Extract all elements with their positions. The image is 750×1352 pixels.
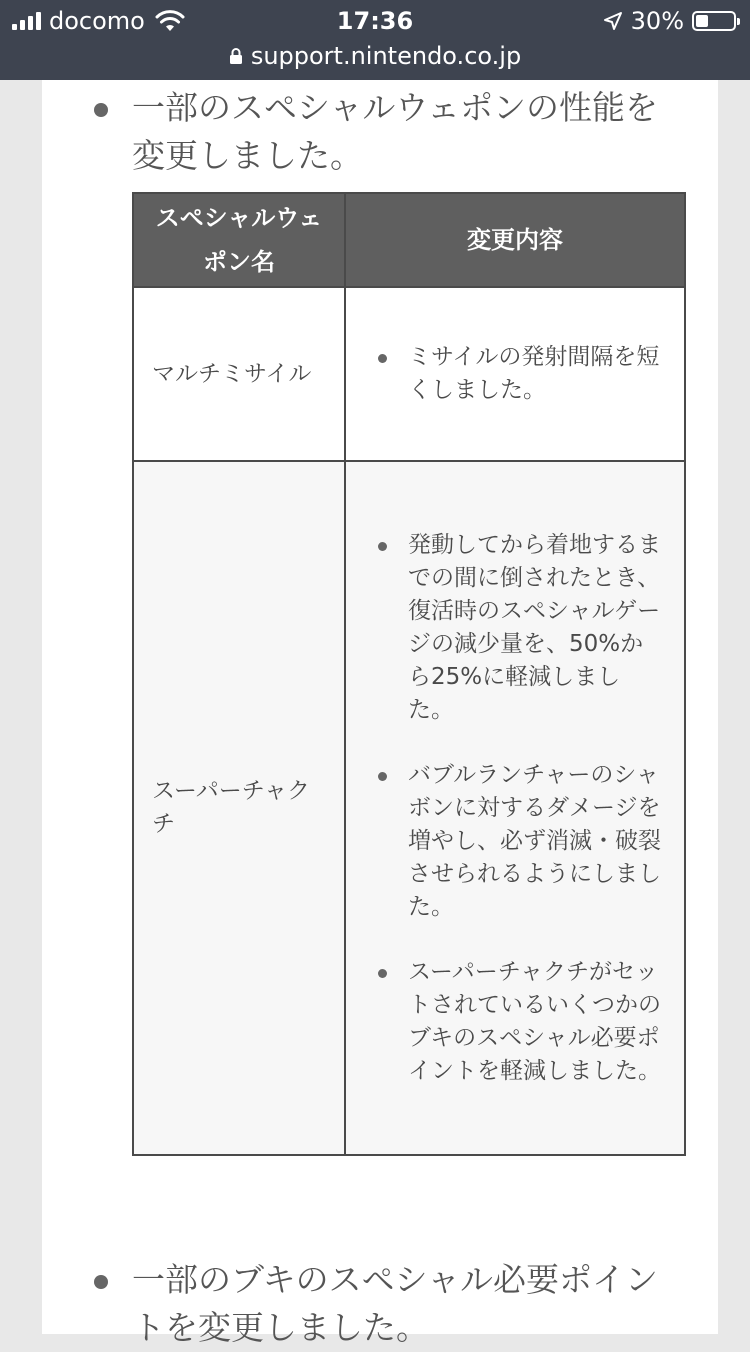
change-item: バブルランチャーのシャボンに対するダメージを増やし、必ず消滅・破裂させられるようにしました。 [378, 759, 662, 924]
battery-percent: 30% [630, 7, 684, 35]
table-row [133, 287, 685, 461]
location-arrow-icon [603, 11, 623, 31]
special-weapon-table [132, 192, 686, 1156]
battery-icon [692, 11, 736, 31]
section-heading: 一部のスペシャルウェポンの性能を変更しました。 [132, 88, 659, 175]
weapon-name-cell: マルチミサイル [133, 287, 345, 461]
address-bar[interactable] [0, 38, 750, 74]
table-row [133, 461, 685, 1155]
clock: 17:36 [336, 7, 414, 35]
lock-icon [229, 47, 243, 65]
change-item: ミサイルの発射間隔を短くしました。 [378, 341, 662, 407]
status-bar [0, 0, 750, 80]
bullet-dot [94, 1275, 108, 1289]
change-list [378, 341, 662, 407]
weapon-name-cell: スーパーチャクチ [133, 461, 345, 1155]
content-card [42, 80, 718, 1347]
carrier-name: docomo [49, 7, 145, 35]
changes-cell [345, 287, 685, 461]
status-right [603, 6, 736, 36]
column-header-changes: 変更内容 [345, 193, 685, 287]
table-header-row [133, 193, 685, 287]
changes-cell [345, 461, 685, 1155]
change-list [378, 529, 662, 1088]
change-item: スーパーチャクチがセットされているいくつかのブキのスペシャル必要ポイントを軽減しました。 [378, 956, 662, 1088]
bullet-dot [94, 103, 108, 117]
url-text[interactable]: support.nintendo.co.jp [250, 42, 522, 70]
section-heading: 一部のブキのスペシャル必要ポイントを変更しました。 [132, 1260, 659, 1347]
change-item: 発動してから着地するまでの間に倒されたとき、復活時のスペシャルゲージの減少量を、50%から25%に軽減しました。 [378, 529, 662, 727]
column-header-weapon-name: スペシャルウェポン名 [133, 193, 345, 287]
